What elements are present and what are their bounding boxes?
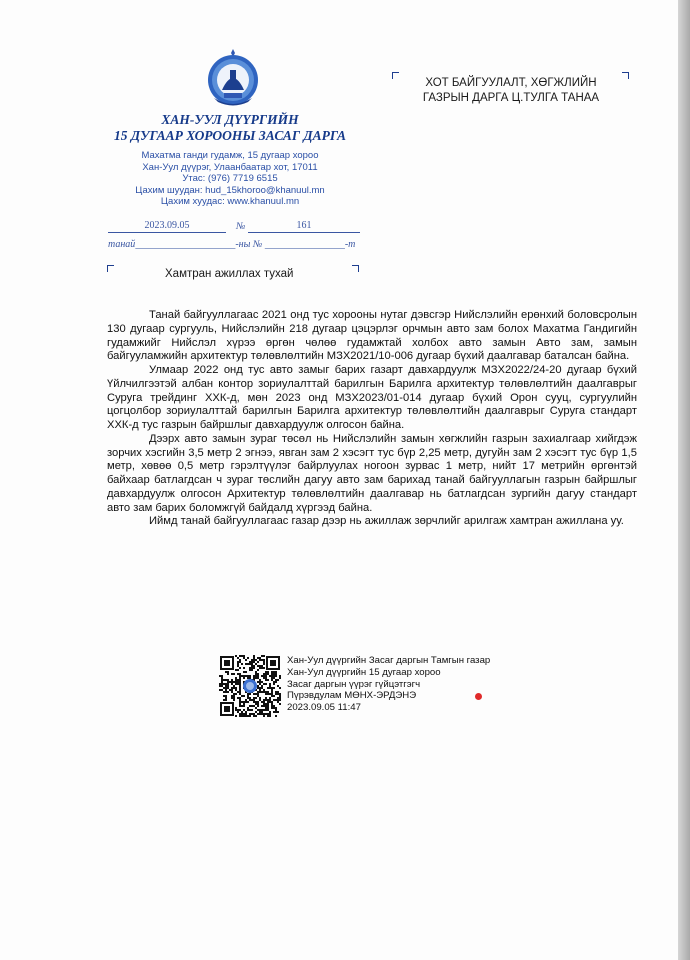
red-seal-dot — [475, 693, 482, 700]
org-address-city: Хан-Уул дүүрэг, Улаанбаатар хот, 17011 — [142, 161, 318, 173]
ref-blank-date: ____________________ — [135, 239, 236, 250]
state-emblem-icon — [204, 46, 262, 110]
ref-mid: -ны № — [235, 239, 263, 250]
page-shadow — [678, 0, 690, 960]
body-paragraph: Улмаар 2022 онд тус авто замыг барих газарт давхардуулж МЗХ2022/24-20 дугаар бүхий Үйлчилгээтэй албан контор зориулалттай барилгын Барилга архитектур төлөвлөлтийн даалгаврыг Суруга трейдинг ХХК-д, мөн 2023 онд МЗХ2023/01-014 дугаар бүхий Орон сууц, сургуулийн цогцолбор зориулалттай барилгын Барилга архитектур төлөвлөлтийн даалгаврыг Суруга стандарт ХХК-д тус газрын байршлыг давхардуулж олгосон байна. — [107, 364, 637, 431]
number-label: № — [236, 221, 246, 232]
date-number-line — [108, 219, 360, 235]
qr-code — [219, 655, 281, 717]
addressee-block — [398, 76, 624, 106]
body-paragraph: Дээрх авто замын зураг төсөл нь Нийслэлийн замын хөгжлийн газрын захиалгаар хийгдэж зорчих хэсгийн 3,5 метр 2 эгнээ, явган зам 2 хэсэгт тус бүр 2,25 метр, дугуйн зам 2 хэсэгт тус бүр 1,5 метр, хөвөө 0,5 метр гэрэлтүүлэг байрлуулах ногоон зурвас 1 метр, нийт 17 метрийн өргөнтэй байхаар батлагдсан ч зураг төслийн дагуу авто зам барихад танай байгууллагын газрын байршлыг давхардуулж олгосон Архитектур төлөвлөлтийн даалгавар нь батлагдсан зургийн дагуу стандарт авто зам барих боломжгүй байдалд хүргээд байна. — [107, 432, 637, 514]
addressee-line1: ХОТ БАЙГУУЛАЛТ, ХӨГЖЛИЙН — [425, 77, 597, 89]
signature-name: Пүрэвдулам МӨНХ-ЭРДЭНЭ — [287, 690, 417, 702]
org-name-line2: 15 ДУГААР ХОРООНЫ ЗАСАГ ДАРГА — [113, 128, 347, 143]
signature-timestamp: 2023.09.05 11:47 — [287, 702, 361, 714]
ref-blank-number: ________________ — [264, 239, 345, 250]
ref-suffix: -т — [344, 239, 356, 250]
addressee-line2: ГАЗРЫН ДАРГА Ц.ТУЛГА ТАНАА — [422, 92, 600, 104]
body-paragraph: Иймд танай байгууллагаас газар дээр нь ажиллаж зөрчлийг арилгаж хамтран ажиллана уу. — [149, 515, 624, 528]
letter-date: 2023.09.05 — [108, 220, 226, 233]
letter-subject: Хамтран ажиллах тухай — [165, 268, 294, 280]
org-name-line1: ХАН-УУЛ ДҮҮРГИЙН — [161, 112, 299, 127]
letter-number: 161 — [248, 220, 360, 233]
body-paragraph: Танай байгууллагаас 2021 онд тус хорооны нутаг дэвсгэр Нийслэлийн ерөнхий боловсролын 130 дугаар сургууль, Нийслэлийн 218 дугаар цэцэрлэг орчмын авто зам болох Махатма Гандигийн гудамжийг Нийслэл хүрээ өргөн чөлөө гудамжтай холбох авто замын Авто зам, замын байгууламжийн архитектур төлөвлөлтийн МЗХ2021/10-006 дугаар бүхий даалгавар баталсан байна. — [107, 309, 637, 363]
letter-body — [107, 309, 637, 529]
org-website: Цахим хуудас: www.khanuul.mn — [160, 196, 300, 207]
org-address-street: Махатма ганди гудамж, 15 дугаар хороо — [141, 150, 319, 161]
signature-office: Хан-Уул дүүргийн Засаг даргын Тамгын газар — [287, 655, 491, 666]
org-email: Цахим шуудан: hud_15khoroo@khanuul.mn — [135, 184, 325, 196]
reference-line — [108, 239, 364, 255]
ref-prefix: танай — [108, 239, 136, 250]
subject-corner-mark — [352, 265, 359, 272]
signature-position: Засаг даргын үүрэг гүйцэтгэгч — [287, 678, 421, 690]
digital-signature-block — [287, 655, 490, 714]
subject-corner-mark — [107, 265, 114, 272]
signature-unit: Хан-Уул дүүргийн 15 дугаар хороо — [287, 666, 441, 678]
org-phone: Утас: (976) 7719 6515 — [182, 173, 278, 184]
